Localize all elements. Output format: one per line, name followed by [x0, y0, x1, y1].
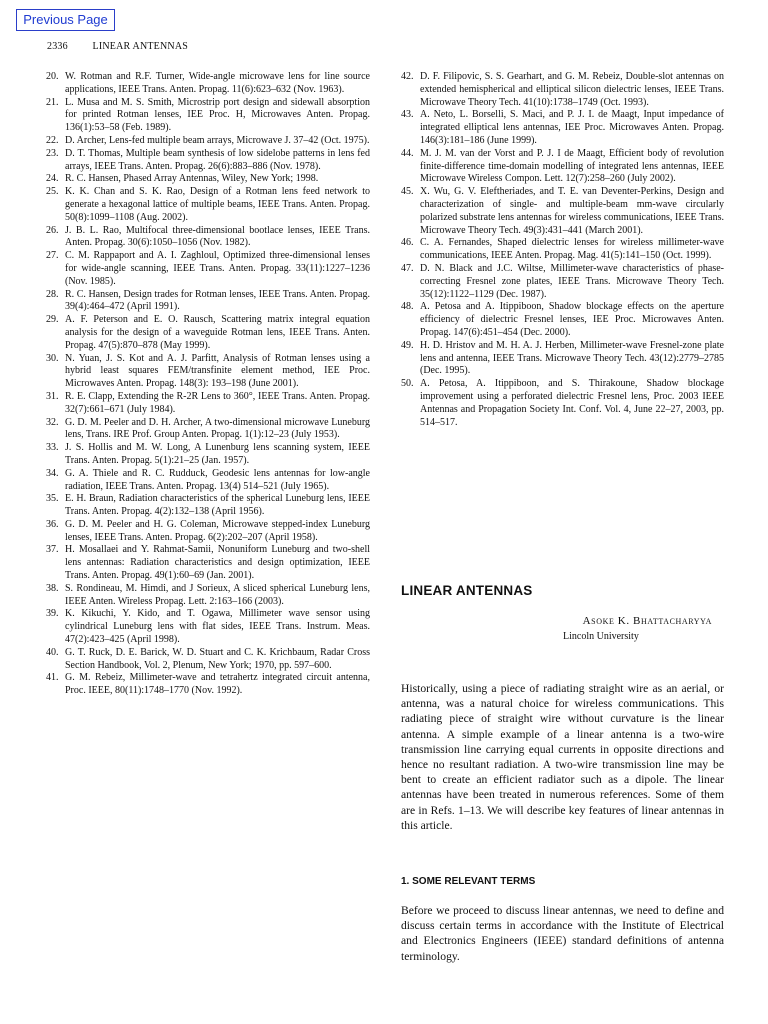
reference-text: D. F. Filipovic, S. S. Gearhart, and G. M. Rebeiz, Double-slot antennas on extended hemispherical and elliptical silicon dielectric lenses, IEEE Trans. Microwave Theory Tech. 41(10):1738–1749 (Oct. 1993). — [420, 71, 724, 108]
reference-text: E. H. Braun, Radiation characteristics of the spherical Luneburg lens, IEEE Trans. Anten. Propag. 4(2):132–138 (April 1956). — [65, 493, 370, 518]
reference-number: 23. — [46, 147, 59, 159]
reference-item — [401, 148, 724, 186]
reference-number: 20. — [46, 71, 59, 82]
reference-number: 47. — [401, 262, 414, 274]
reference-number: 43. — [401, 109, 414, 121]
reference-text: R. C. Hansen, Design trades for Rotman lenses, IEEE Trans. Anten. Propag. 39(4):464–472 (April 1991). — [65, 288, 370, 313]
reference-text: A. F. Peterson and E. O. Rausch, Scattering matrix integral equation analysis for the design of a waveguide Rotman lens, IEEE Trans. Anten. Propag. 47(5):870–878 (May 1999). — [65, 314, 370, 351]
page-number: 2336 — [47, 41, 68, 52]
reference-number: 48. — [401, 301, 414, 313]
reference-number: 33. — [46, 442, 59, 454]
reference-item — [46, 468, 370, 494]
reference-text: R. E. Clapp, Extending the R-2R Lens to 360°, IEEE Trans. Anten. Propag. 32(7):661–671 (July 1984). — [65, 390, 370, 415]
reference-item — [46, 148, 370, 174]
reference-number: 36. — [46, 518, 59, 530]
reference-text: H. Mosallaei and Y. Rahmat-Samii, Nonuniform Luneburg and two-shell lens antennas: Radiation characteristics and design optimization, IEEE Trans. Anten. Propag. 49(1):60–69 (Jan. 2001). — [65, 544, 370, 582]
reference-text: W. Rotman and R.F. Turner, Wide-angle microwave lens for line source applications, IEEE Trans. Anten. Propag. 11(6):623–632 (Nov. 1963). — [65, 71, 370, 95]
reference-item — [401, 237, 724, 263]
reference-text: C. M. Rappaport and A. I. Zaghloul, Optimized three-dimensional lenses for wide-angle scanning, IEEE Trans. Anten. Propag. 33(11):1227–1236 (Nov. 1985). — [65, 250, 370, 287]
previous-page-button[interactable]: Previous Page — [16, 9, 115, 31]
reference-text: D. T. Thomas, Multiple beam synthesis of low sidelobe patterns in lens fed arrays, IEEE Trans. Anten. Propag. 26(6):883–886 (Nov. 1978). — [65, 147, 370, 172]
reference-text: K. K. Chan and S. K. Rao, Design of a Rotman lens feed network to generate a hexagonal lattice of multiple beams, IEEE Trans. Anten. Propag. 50(8):1099–1108 (Aug. 2002). — [65, 186, 370, 223]
reference-item — [46, 608, 370, 646]
reference-item — [46, 186, 370, 224]
reference-text: L. Musa and M. S. Smith, Microstrip port design and sidewall absorption for printed Rotman lenses, IEE Proc. H, Microwaves Anten. Propag. 136(1):53–58 (Feb. 1989). — [65, 96, 370, 134]
reference-number: 37. — [46, 544, 59, 556]
reference-item — [401, 186, 724, 237]
reference-text: K. Kikuchi, Y. Kido, and T. Ogawa, Millimeter wave sensor using cylindrical Luneburg lens with flat sides, IEEE Trans. Instrum. Meas. 47(2):423–425 (April 1998). — [65, 608, 370, 646]
reference-number: 46. — [401, 237, 414, 249]
reference-item — [46, 135, 370, 148]
reference-item — [46, 289, 370, 315]
reference-item — [401, 109, 724, 147]
reference-text: N. Yuan, J. S. Kot and A. J. Parfitt, Analysis of Rotman lenses using a hybrid least squares FEM/transfinite element method, IEE Proc. Microwaves Anten. Propag. 148(3): 193–198 (June 2001). — [65, 352, 370, 390]
running-title: LINEAR ANTENNAS — [92, 41, 189, 52]
reference-item — [46, 442, 370, 468]
reference-number: 42. — [401, 71, 414, 82]
reference-number: 39. — [46, 608, 59, 620]
reference-number: 29. — [46, 314, 59, 326]
reference-item — [401, 263, 724, 301]
reference-text: J. S. Hollis and M. W. Long, A Lunenburg lens scanning system, IEEE Trans. Anten. Propag. 5(1):21–25 (Jan. 1957). — [65, 442, 370, 466]
section-paragraph: Before we proceed to discuss linear antennas, we need to define and discuss certain terms in accordance with the Institute of Electrical and Electronics Engineers (IEEE) standard definitions of antenna terminology. — [401, 904, 724, 963]
reference-item — [401, 340, 724, 378]
reference-number: 49. — [401, 339, 414, 351]
references-right-column — [401, 71, 724, 429]
reference-text: M. J. M. van der Vorst and P. J. I de Maagt, Efficient body of revolution finite-difference time-domain modelling of integrated lens antennas, IEEE Microwave Wireless Compon. Lett. 12(7):258–260 (July 2002). — [420, 147, 724, 185]
reference-text: G. A. Thiele and R. C. Rudduck, Geodesic lens antennas for low-angle radiation, IEEE Trans. Anten. Propag. 13(4) 514–521 (July 1965). — [65, 467, 370, 492]
reference-item — [401, 301, 724, 339]
reference-number: 22. — [46, 134, 59, 146]
reference-item — [46, 173, 370, 186]
reference-number: 35. — [46, 493, 59, 505]
reference-item — [46, 225, 370, 251]
reference-text: G. D. M. Peeler and D. H. Archer, A two-dimensional microwave Luneburg lens, Trans. IRE Prof. Group Anten. Propag. 1(1):12–23 (July 1953). — [65, 416, 370, 441]
reference-number: 41. — [46, 672, 59, 684]
reference-number: 32. — [46, 416, 59, 428]
reference-item — [46, 672, 370, 698]
reference-number: 45. — [401, 186, 414, 198]
reference-number: 50. — [401, 378, 414, 390]
reference-text: D. N. Black and J.C. Wiltse, Millimeter-wave characteristics of phase-correcting Fresnel zone plates, IEEE Trans. Microwave Theory Tech. 35(12):1122–1129 (Dec. 1987). — [420, 262, 724, 300]
reference-text: G. D. M. Peeler and H. G. Coleman, Microwave stepped-index Luneburg lenses, IEEE Trans. Anten. Propag. 6(2):202–207 (April 1958). — [65, 518, 370, 543]
running-header — [47, 41, 188, 52]
reference-number: 31. — [46, 390, 59, 402]
reference-item — [46, 519, 370, 545]
reference-number: 26. — [46, 224, 59, 236]
reference-number: 27. — [46, 250, 59, 262]
author-name: Asoke K. Bhattacharyya — [582, 615, 712, 627]
author-affiliation: Lincoln University — [563, 631, 639, 642]
reference-number: 44. — [401, 147, 414, 159]
intro-paragraph: Historically, using a piece of radiating straight wire as an aerial, or antenna, was a natural choice for wireless communications. This radiating piece of straight wire without curvature is the linear antenna. A simple example of a linear antenna is a two-wire transmission line carrying equal currents in opposite directions and hence no resultant radiation. A two-wire transmission line may be bent to create an efficient radiator such as a dipole. The linear antennas have been treated in numerous references. Some of them are in Refs. 1–13. We will describe key features of linear antennas in this article. — [401, 682, 724, 832]
reference-item — [46, 97, 370, 135]
reference-text: X. Wu, G. V. Eleftheriades, and T. E. van Deventer-Perkins, Design and characterization of single- and multiple-beam mm-wave circularly polarized substrate lens antennas for wireless communications, IEEE Trans. Microwave Theory Tech. 49(3):431–441 (March 2001). — [420, 186, 724, 236]
reference-item — [401, 71, 724, 109]
reference-item — [46, 353, 370, 391]
reference-item — [46, 417, 370, 443]
reference-text: A. Petosa and A. Itippiboon, Shadow blockage effects on the aperture efficiency of dielectric Fresnel lenses, IEE Proc. Microwaves Anten. Propag. 147(6):451–454 (Dec. 2000). — [420, 301, 724, 338]
reference-item — [46, 314, 370, 352]
reference-number: 25. — [46, 186, 59, 198]
reference-item — [46, 493, 370, 519]
reference-item — [46, 391, 370, 417]
reference-item — [46, 250, 370, 288]
reference-number: 24. — [46, 173, 59, 185]
reference-text: J. B. L. Rao, Multifocal three-dimensional bootlace lenses, IEEE Trans. Anten. Propag. 30(6):1050–1056 (Nov. 1982). — [65, 224, 370, 249]
references-left-column — [46, 71, 370, 698]
reference-item — [46, 647, 370, 673]
reference-number: 28. — [46, 288, 59, 300]
reference-number: 30. — [46, 352, 59, 364]
reference-item — [46, 71, 370, 97]
reference-text: G. M. Rebeiz, Millimeter-wave and tetrahertz integrated circuit antenna, Proc. IEEE, 80(11):1748–1770 (Nov. 1992). — [65, 672, 370, 697]
reference-text: G. T. Ruck, D. E. Barick, W. D. Stuart and C. K. Krichbaum, Radar Cross Section Handbook, Vol. 2, Plenum, New York; 1970, pp. 597–600. — [65, 646, 370, 671]
reference-item — [46, 544, 370, 582]
article-title: LINEAR ANTENNAS — [401, 583, 533, 598]
reference-number: 34. — [46, 467, 59, 479]
reference-text: R. C. Hansen, Phased Array Antennas, Wiley, New York; 1998. — [65, 173, 319, 185]
section-heading: 1. SOME RELEVANT TERMS — [401, 876, 536, 887]
reference-item — [401, 378, 724, 429]
reference-text: D. Archer, Lens-fed multiple beam arrays, Microwave J. 37–42 (Oct. 1975). — [65, 134, 370, 146]
reference-number: 40. — [46, 646, 59, 658]
reference-number: 38. — [46, 582, 59, 594]
reference-item — [46, 583, 370, 609]
reference-text: H. D. Hristov and M. H. A. J. Herben, Millimeter-wave Fresnel-zone plate lens and antenna, IEEE Trans. Microwave Theory Tech. 43(12):2779–2785 (Dec. 1995). — [420, 339, 724, 377]
reference-text: A. Petosa, A. Itippiboon, and S. Thirakoune, Shadow blockage improvement using a perforated dielectric Fresnel lens, Proc. 2003 IEEE Antennas and Propagation Society Int. Conf. Vol. 4, June 22–27, 2003, pp. 514–517. — [420, 378, 724, 428]
reference-text: S. Rondineau, M. Himdi, and J Sorieux, A sliced spherical Luneburg lens, IEEE Anten. Wireless Propag. Lett. 2:163–166 (2003). — [65, 582, 370, 607]
reference-text: A. Neto, L. Borselli, S. Maci, and P. J. I. de Maagt, Input impedance of integrated elliptical lens antennas, IEE Proc. Microwaves Anten. Propag. 146(3):181–186 (June 1999). — [420, 109, 724, 146]
reference-number: 21. — [46, 96, 59, 108]
reference-text: C. A. Fernandes, Shaped dielectric lenses for wireless millimeter-wave communications, IEEE Anten. Propag. Mag. 41(5):141–150 (Oct. 1999). — [420, 237, 724, 262]
